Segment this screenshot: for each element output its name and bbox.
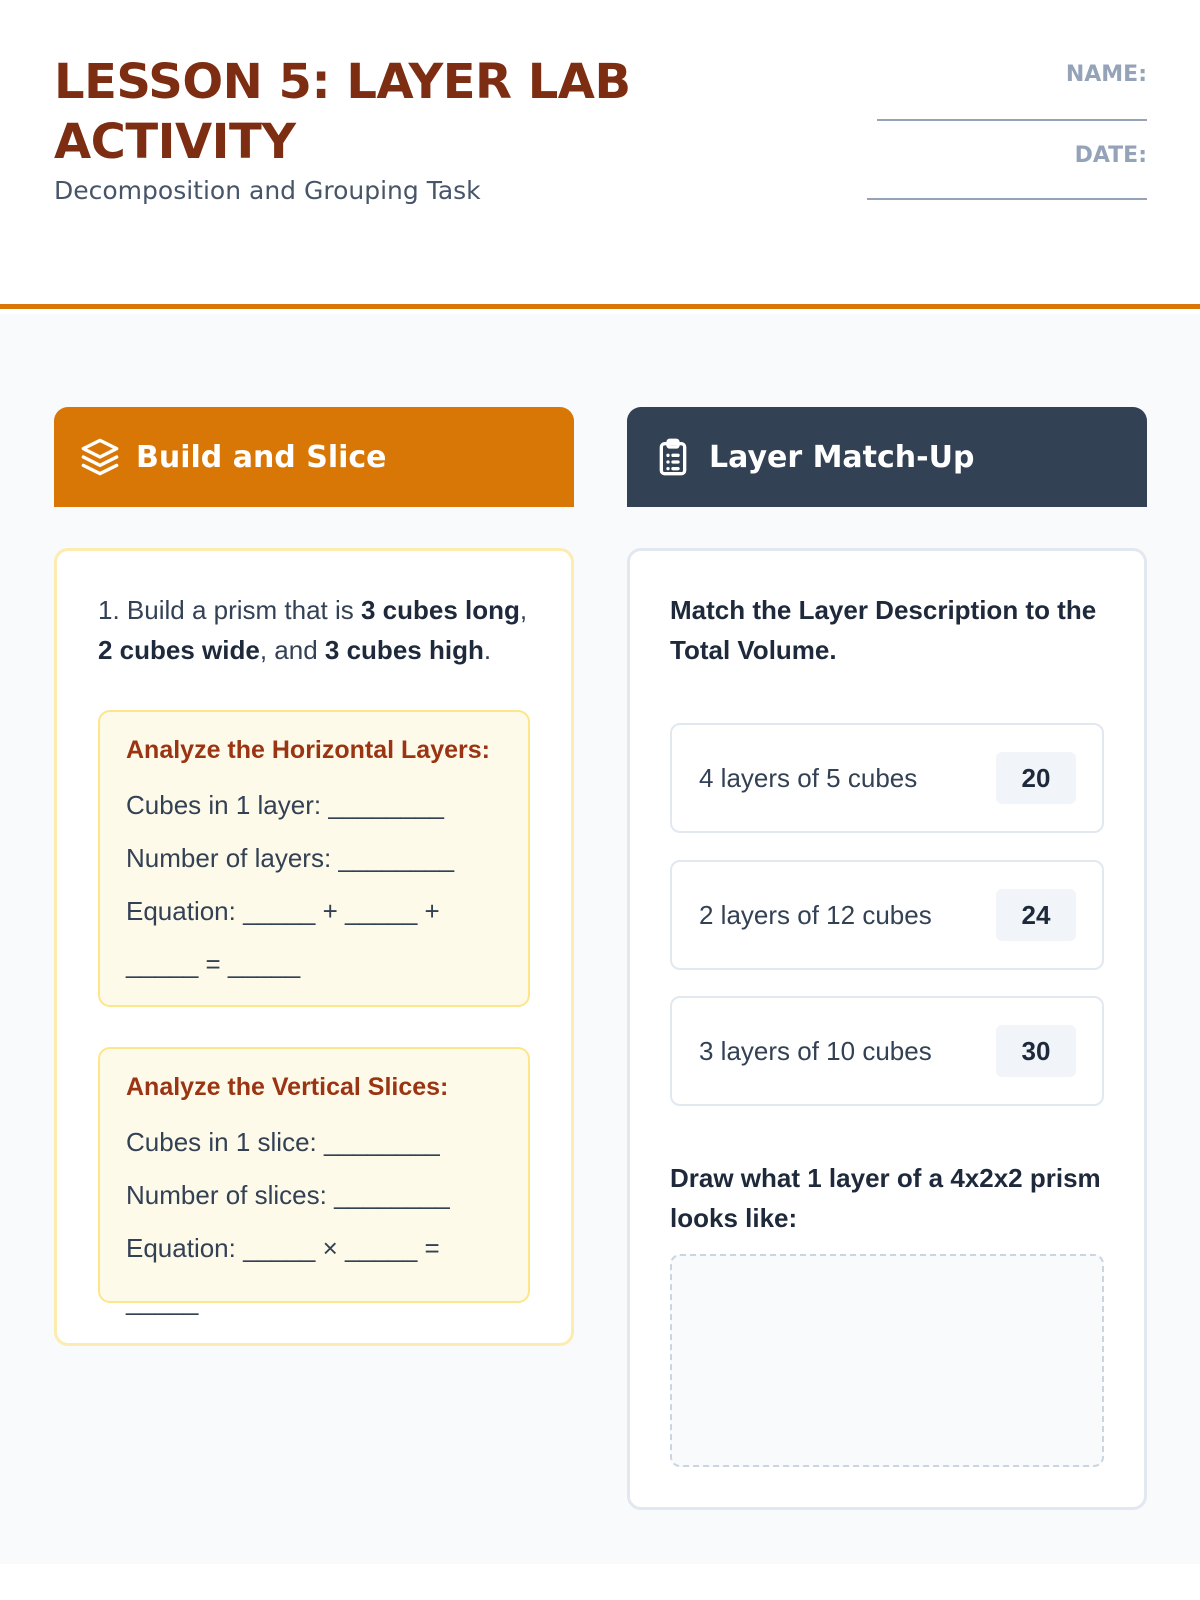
cubes-in-slice-line[interactable]: Cubes in 1 slice: ________ — [126, 1127, 440, 1157]
vertical-slices-box — [98, 1047, 530, 1316]
page-subtitle: Decomposition and Grouping Task — [54, 176, 481, 205]
match-item[interactable] — [670, 996, 1104, 1106]
build-instruction — [98, 590, 548, 670]
match-value: 20 — [996, 752, 1076, 804]
match-item[interactable] — [670, 723, 1104, 833]
instruction-suffix: . — [483, 635, 492, 665]
instruction-length: 3 cubes long — [361, 595, 520, 625]
name-field-line[interactable] — [877, 119, 1147, 121]
instruction-width: 2 cubes wide — [98, 635, 260, 665]
horizontal-layers-title: Analyze the Horizontal Layers: — [126, 736, 490, 764]
match-item[interactable] — [670, 860, 1104, 970]
cubes-in-layer-line[interactable]: Cubes in 1 layer: ________ — [126, 790, 445, 820]
vertical-slices-title: Analyze the Vertical Slices: — [126, 1073, 449, 1101]
layers-icon — [80, 437, 120, 477]
worksheet-header — [0, 0, 1200, 309]
instruction-height: 3 cubes high — [324, 635, 484, 665]
instruction-sep2: , and — [259, 635, 325, 665]
number-of-slices-line[interactable]: Number of slices: ________ — [126, 1180, 450, 1210]
instruction-sep1: , — [519, 595, 528, 625]
draw-heading: Draw what 1 layer of a 4x2x2 prism looks like: — [670, 1163, 1101, 1233]
match-description: 3 layers of 10 cubes — [699, 1036, 932, 1066]
page-title: LESSON 5: LAYER LAB ACTIVITY — [54, 54, 631, 170]
vertical-equation-line[interactable]: Equation: _____ × _____ = _____ — [126, 1233, 440, 1316]
build-and-slice-title: Build and Slice — [136, 439, 387, 475]
date-label: DATE: — [1074, 143, 1147, 168]
match-description: 2 layers of 12 cubes — [699, 900, 932, 930]
match-value: 24 — [996, 889, 1076, 941]
layer-match-up-title: Layer Match-Up — [709, 439, 975, 475]
match-description: 4 layers of 5 cubes — [699, 763, 918, 793]
clipboard-icon — [653, 437, 693, 477]
match-value: 30 — [996, 1025, 1076, 1077]
layer-match-up-header — [627, 407, 1147, 507]
horizontal-layers-box — [98, 710, 530, 1007]
build-and-slice-header — [54, 407, 574, 507]
number-of-layers-line[interactable]: Number of layers: ________ — [126, 843, 455, 873]
match-heading: Match the Layer Description to the Total Volume. — [670, 595, 1097, 665]
date-field-line[interactable] — [867, 198, 1147, 200]
instruction-prefix: 1. Build a prism that is — [98, 595, 361, 625]
name-label: NAME: — [1065, 62, 1147, 87]
horizontal-equation-line[interactable]: Equation: _____ + _____ + _____ = _____ — [126, 896, 440, 979]
drawing-area[interactable] — [670, 1254, 1104, 1467]
